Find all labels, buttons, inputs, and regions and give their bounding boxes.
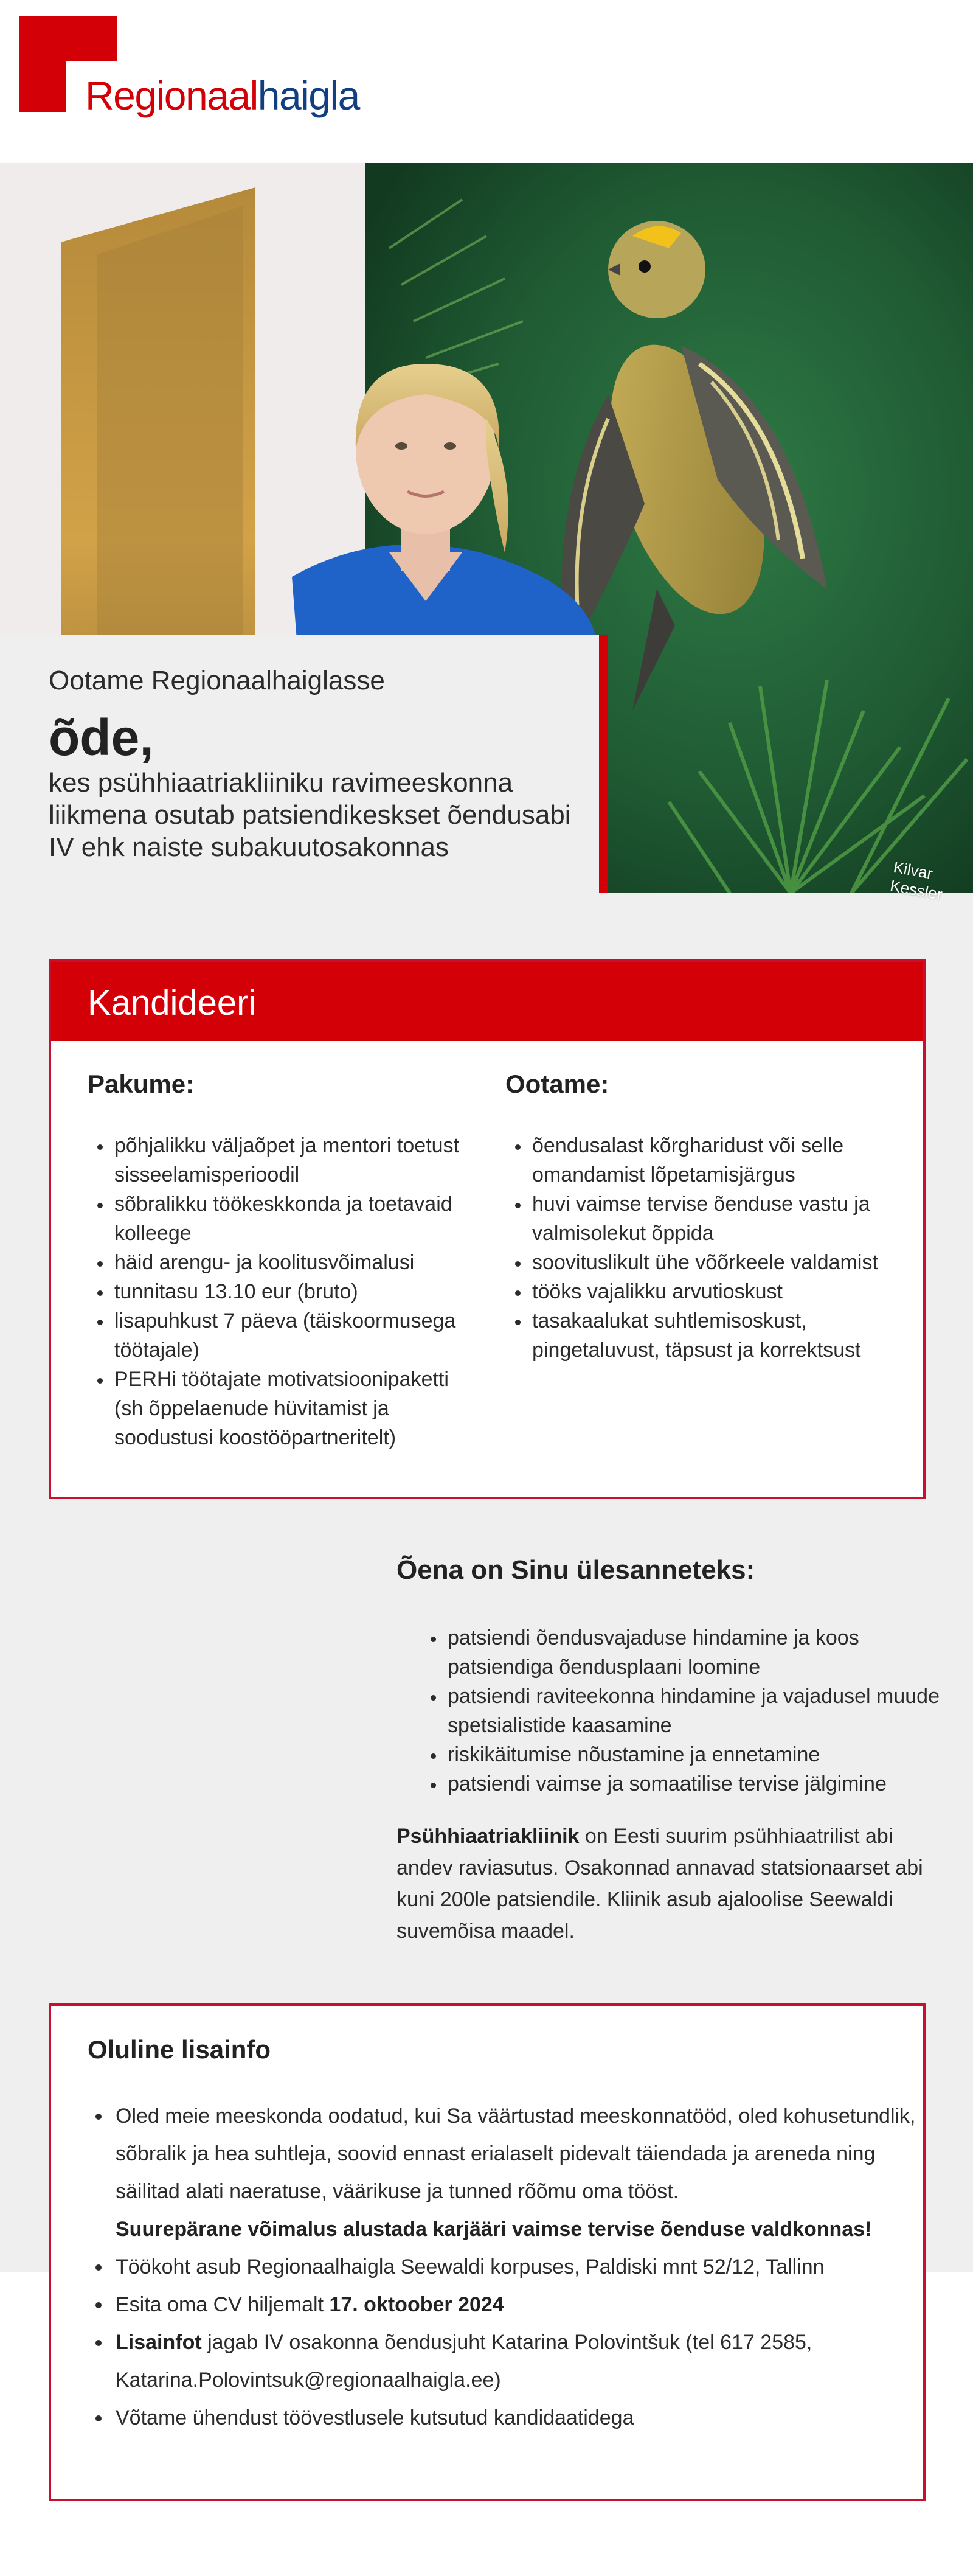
offer-heading: Pakume: — [88, 1070, 195, 1098]
list-item: • tunnitasu 13.10 eur (bruto) — [112, 1277, 477, 1306]
tasks-list — [421, 1623, 950, 1798]
offer-list — [88, 1131, 477, 1452]
list-item: • põhjalikku väljaõpet ja mentori toetust sisseelamisperioodil — [112, 1131, 477, 1189]
apply-box — [49, 959, 926, 1499]
list-item — [112, 2399, 933, 2437]
expect-heading: Ootame: — [505, 1070, 609, 1098]
list-item: • lisapuhkust 7 päeva (täiskoormusega töötajale) — [112, 1306, 477, 1365]
list-item — [112, 2248, 933, 2286]
job-title: õde, — [49, 709, 154, 766]
list-item: • tööks vajalikku arvutioskust — [530, 1277, 907, 1306]
list-item: • häid arengu- ja koolitusvõimalusi — [112, 1248, 477, 1277]
info-box — [49, 2003, 926, 2501]
list-item — [112, 2097, 933, 2248]
list-item: • patsiendi õendusvajaduse hindamine ja koos patsiendiga õendusplaani loomine — [445, 1623, 950, 1682]
clinic-description — [396, 1820, 932, 1947]
clinic-name: Psühhiaatriakliinik — [396, 1825, 580, 1848]
list-item: • tasakaalukat suhtlemisoskust, pingetaluvust, täpsust ja korrektsust — [530, 1306, 907, 1365]
list-item: • riskikäitumise nõustamine ja ennetamine — [445, 1740, 950, 1769]
list-item — [112, 2324, 933, 2399]
info-item-text: Oled meie meeskonda oodatud, kui Sa väärtustad meeskonnatööd, oled kohusetundlik, sõbralik ja hea suhtleja, soovid ennast erialaselt pidevalt täiendada ja areneda ning säilitad alati naeratuse, väärikuse ja tunned rõõmu oma tööst. — [116, 2104, 916, 2203]
info-item-text: Võtame ühendust töövestlusele kutsutud kandidaatidega — [116, 2406, 634, 2429]
logo-wordmark-part1: Regionaal — [85, 73, 258, 118]
expect-list — [505, 1131, 907, 1365]
photo-credit: Kilvar Kessler — [888, 858, 944, 904]
logo-wordmark-part2: haigla — [257, 73, 359, 118]
list-item: • patsiendi raviteekonna hindamine ja vajadusel muude spetsialistide kaasamine — [445, 1682, 950, 1740]
info-item-highlight: Suurepärane võimalus alustada karjääri vaimse tervise õenduse valdkonnas! — [116, 2218, 872, 2241]
list-item: • PERHi töötajate motivatsioonipaketti (sh õppelaenude hüvitamist ja soodustusi koostööpartneritelt) — [112, 1365, 477, 1452]
info-item-text: Töökoht asub Regionaalhaigla Seewaldi korpuses, Paldiski mnt 52/12, Tallinn — [116, 2255, 825, 2278]
info-item-text: Esita oma CV hiljemalt — [116, 2293, 330, 2316]
list-item — [112, 2286, 933, 2324]
contact-info[interactable]: jagab IV osakonna õendusjuht Katarina Polovintšuk (tel 617 2585, Katarina.Polovintsuk@regionaalhaigla.ee) — [116, 2331, 812, 2392]
apply-button-label: Kandideeri — [88, 983, 257, 1023]
list-item: • patsiendi vaimse ja somaatilise tervise jälgimine — [445, 1769, 950, 1798]
intro-kicker: Ootame Regionaalhaiglasse — [49, 666, 385, 695]
logo-wordmark — [85, 75, 359, 116]
list-item: • huvi vaimse tervise õenduse vastu ja valmisolekut õppida — [530, 1189, 907, 1248]
intro-accent-stripe — [599, 635, 608, 893]
list-item: • soovituslikult ühe võõrkeele valdamist — [530, 1248, 907, 1277]
info-list — [88, 2097, 933, 2437]
list-item: • õendusalast kõrgharidust või selle omandamist lõpetamisjärgus — [530, 1131, 907, 1189]
tasks-heading: Õena on Sinu ülesanneteks: — [396, 1555, 755, 1585]
list-item: • sõbralikku töökeskkonda ja toetavaid kolleege — [112, 1189, 477, 1248]
info-item-label: Lisainfot — [116, 2331, 202, 2354]
clinic-description-text: on Eesti suurim psühhiaatrilist abi andev raviasutus. Osakonnad annavad statsionaarset abi kuni 200le patsiendile. Kliinik asub ajaloolise Seewaldi suvemõisa maadel. — [396, 1825, 923, 1943]
job-subtitle: kes psühhiaatriakliiniku ravimeeskonna liikmena osutab patsiendikeskset õendusabi IV ehk naiste subakuutosakonnas — [49, 768, 571, 862]
info-heading: Oluline lisainfo — [88, 2035, 271, 2064]
deadline: 17. oktoober 2024 — [329, 2293, 504, 2316]
apply-button[interactable] — [51, 962, 923, 1041]
